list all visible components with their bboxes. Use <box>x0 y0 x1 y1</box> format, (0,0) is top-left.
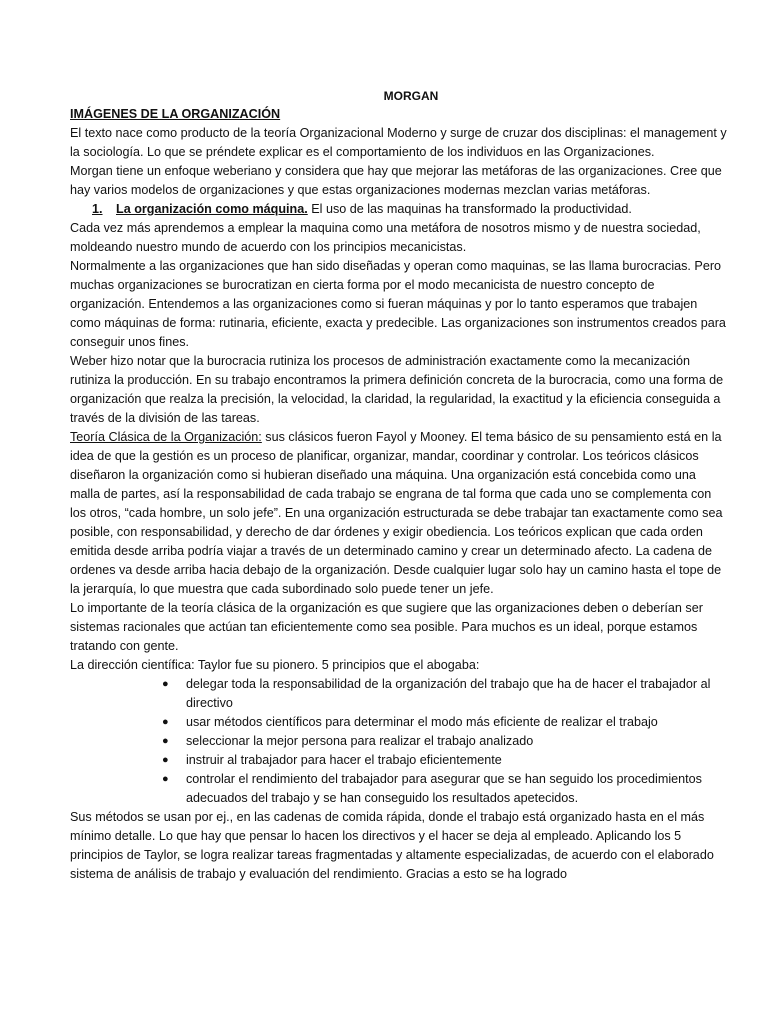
classic-theory-text: sus clásicos fueron Fayol y Mooney. El tema básico de su pensamiento está en la idea de que la gestión es un proceso de planificar, organizar, mandar, coordinar y controlar. Los teóricos clásicos diseñaron la organización como si hubieran diseñado una máquina. Una organización está concebida como una malla de partes, así la responsabilidad de cada trabajo se engrana de tal forma que cada uno se complementa con los otros, “cada hombre, un solo jefe”. En una organización estructurada se debe trabajar tan exactamente como sea posible, con responsabilidad, y derecho de dar órdenes y exigir obediencia. Los teóricos explican que cada orden emitida desde arriba podría viajar a través de un determinado camino y crear un determinado afecto. La cadena de ordenes va desde arriba hacia debajo de la organización. Desde cualquier lugar solo hay un camino hasta el tope de la jerarquía, lo que muestra que cada subordinado solo puede tener un jefe. <box>70 430 723 596</box>
taylor-principles-list <box>70 675 728 808</box>
body-paragraph-4: Lo importante de la teoría clásica de la organización es que sugiere que las organizaciones deben o deberían ser sistemas racionales que actúan tan eficientemente como sea posible. Para muchos es un ideal, porque estamos tratando con gente. <box>70 601 703 653</box>
list-item <box>162 751 728 770</box>
list-item-text: delegar toda la responsabilidad de la organización del trabajo que ha de hacer el trabajador al directivo <box>186 677 711 710</box>
bullet-icon: ● <box>162 678 169 690</box>
numbered-heading-1 <box>92 200 728 219</box>
list-item-text: usar métodos científicos para determinar el modo más eficiente de realizar el trabajo <box>186 715 658 729</box>
body-paragraph-5: La dirección científica: Taylor fue su pionero. 5 principios que el abogaba: <box>70 658 480 672</box>
body-paragraph-1: Cada vez más aprendemos a emplear la maquina como una metáfora de nosotros mismo y de nuestra sociedad, moldeando nuestro mundo de acuerdo con los principios mecanicistas. <box>70 221 701 254</box>
list-item-text: controlar el rendimiento del trabajador para asegurar que se han seguido los procedimientos adecuados del trabajo y se han conseguido los resultados apetecidos. <box>186 772 702 805</box>
heading-continuation: El uso de las maquinas ha transformado la productividad. <box>307 202 632 216</box>
bullet-icon: ● <box>162 735 169 747</box>
intro-paragraph-2: Morgan tiene un enfoque weberiano y considera que hay que mejorar las metáforas de las organizaciones. Cree que hay varios modelos de organizaciones y que estas organizaciones modernas mezclan varias metáforas. <box>70 164 722 197</box>
document-title: MORGAN <box>383 89 439 103</box>
bullet-icon: ● <box>162 754 169 766</box>
classic-theory-paragraph <box>70 428 728 599</box>
intro-paragraph-1: El texto nace como producto de la teoría Organizacional Moderno y surge de cruzar dos disciplinas: el management y la sociología. Lo que se préndete explicar es el comportamiento de los individuos en las Organizaciones. <box>70 126 727 159</box>
body-paragraph-2: Normalmente a las organizaciones que han sido diseñadas y operan como maquinas, se las llama burocracias. Pero muchas organizaciones se burocratizan en cierta forma por el modo mecanicista de nuestro concepto de organización. Entendemos a las organizaciones como si fueran máquinas y por lo tanto esperamos que trabajen como máquinas de forma: rutinaria, eficiente, exacta y predecible. Las organizaciones son instrumentos creados para conseguir unos fines. <box>70 259 726 349</box>
section-heading: IMÁGENES DE LA ORGANIZACIÓN <box>70 107 281 121</box>
heading-text: La organización como máquina. <box>116 202 308 216</box>
list-item <box>162 675 728 713</box>
closing-paragraph: Sus métodos se usan por ej., en las cadenas de comida rápida, donde el trabajo está organizado hasta en el más mínimo detalle. Lo que hay que pensar lo hacen los directivos y el hacer se deja al empleado. Aplicando los 5 principios de Taylor, se logra realizar tareas fragmentadas y altamente especializadas, de acuerdo con el elaborado sistema de análisis de trabajo y evaluación del rendimiento. Gracias a esto se ha logrado <box>70 810 714 881</box>
list-item <box>162 770 728 808</box>
classic-theory-label: Teoría Clásica de la Organización: <box>70 430 262 444</box>
list-item-text: instruir al trabajador para hacer el trabajo eficientemente <box>186 753 502 767</box>
list-item <box>162 713 728 732</box>
bullet-icon: ● <box>162 773 169 785</box>
body-paragraph-3: Weber hizo notar que la burocracia rutiniza los procesos de administración exactamente como la mecanización rutiniza la producción. En su trabajo encontramos la primera definición concreta de la burocracia, como una forma de organización que realza la precisión, la velocidad, la claridad, la regularidad, la exactitud y la eficiencia conseguida a través de la división de las tareas. <box>70 354 724 425</box>
list-item <box>162 732 728 751</box>
list-item-text: seleccionar la mejor persona para realizar el trabajo analizado <box>186 734 534 748</box>
heading-number: 1. <box>92 202 103 216</box>
bullet-icon: ● <box>162 716 169 728</box>
